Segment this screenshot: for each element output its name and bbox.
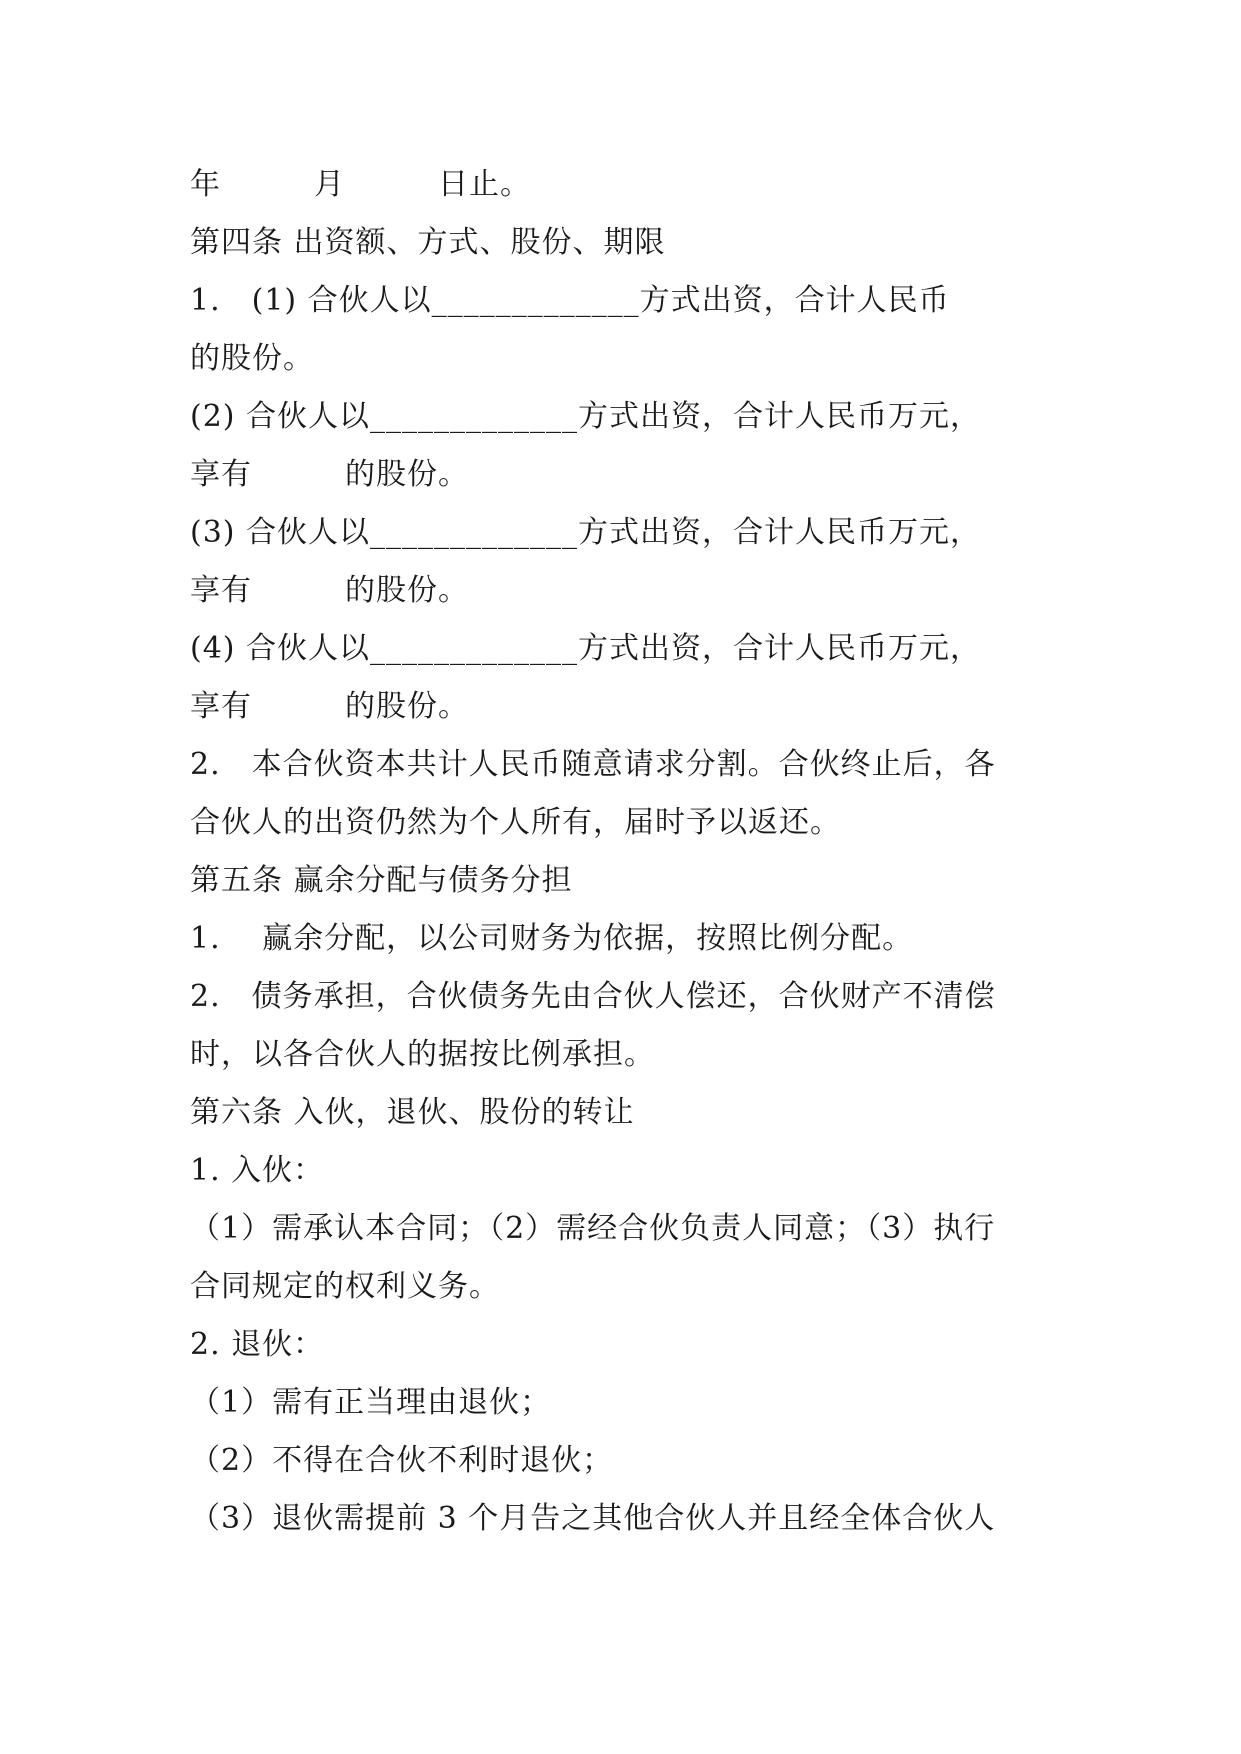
text-line: 享有 的股份。	[190, 457, 469, 492]
text-line: 1. (1) 合伙人以_____________方式出资，合计人民币	[190, 283, 950, 318]
text-line: （1）需承认本合同；（2）需经合伙负责人同意；（3）执行	[190, 1211, 996, 1246]
article-heading: 第四条 出资额、方式、股份、期限	[190, 225, 666, 260]
text-line: 享有 的股份。	[190, 573, 469, 608]
text-line: 享有 的股份。	[190, 689, 469, 724]
text-line: 年 月 日止。	[190, 167, 531, 202]
text-line: （2）不得在合伙不利时退伙；	[190, 1443, 614, 1478]
text-line: 合伙人的出资仍然为个人所有，届时予以返还。	[190, 805, 841, 840]
text-line: 合同规定的权利义务。	[190, 1269, 500, 1304]
text-line: 1. 入伙：	[190, 1153, 325, 1188]
text-line: （3）退伙需提前 3 个月告之其他合伙人并且经全体合伙人	[190, 1501, 996, 1536]
text-line: (4) 合伙人以_____________方式出资，合计人民币万元，	[190, 631, 982, 666]
text-line: 1. 赢余分配，以公司财务为依据，按照比例分配。	[190, 921, 914, 956]
text-line: 2. 债务承担，合伙债务先由合伙人偿还，合伙财产不清偿	[190, 979, 996, 1014]
text-line: （1）需有正当理由退伙；	[190, 1385, 552, 1420]
text-line: (2) 合伙人以_____________方式出资，合计人民币万元，	[190, 399, 982, 434]
article-heading: 第六条 入伙，退伙、股份的转让	[190, 1095, 635, 1130]
article-heading: 第五条 赢余分配与债务分担	[190, 863, 573, 898]
text-line: 2. 本合伙资本共计人民币随意请求分割。合伙终止后，各	[190, 747, 996, 782]
text-line: 的股份。	[190, 341, 314, 376]
text-line: (3) 合伙人以_____________方式出资，合计人民币万元，	[190, 515, 982, 550]
text-line: 时，以各合伙人的据按比例承担。	[190, 1037, 655, 1072]
text-line: 2. 退伙：	[190, 1327, 325, 1362]
